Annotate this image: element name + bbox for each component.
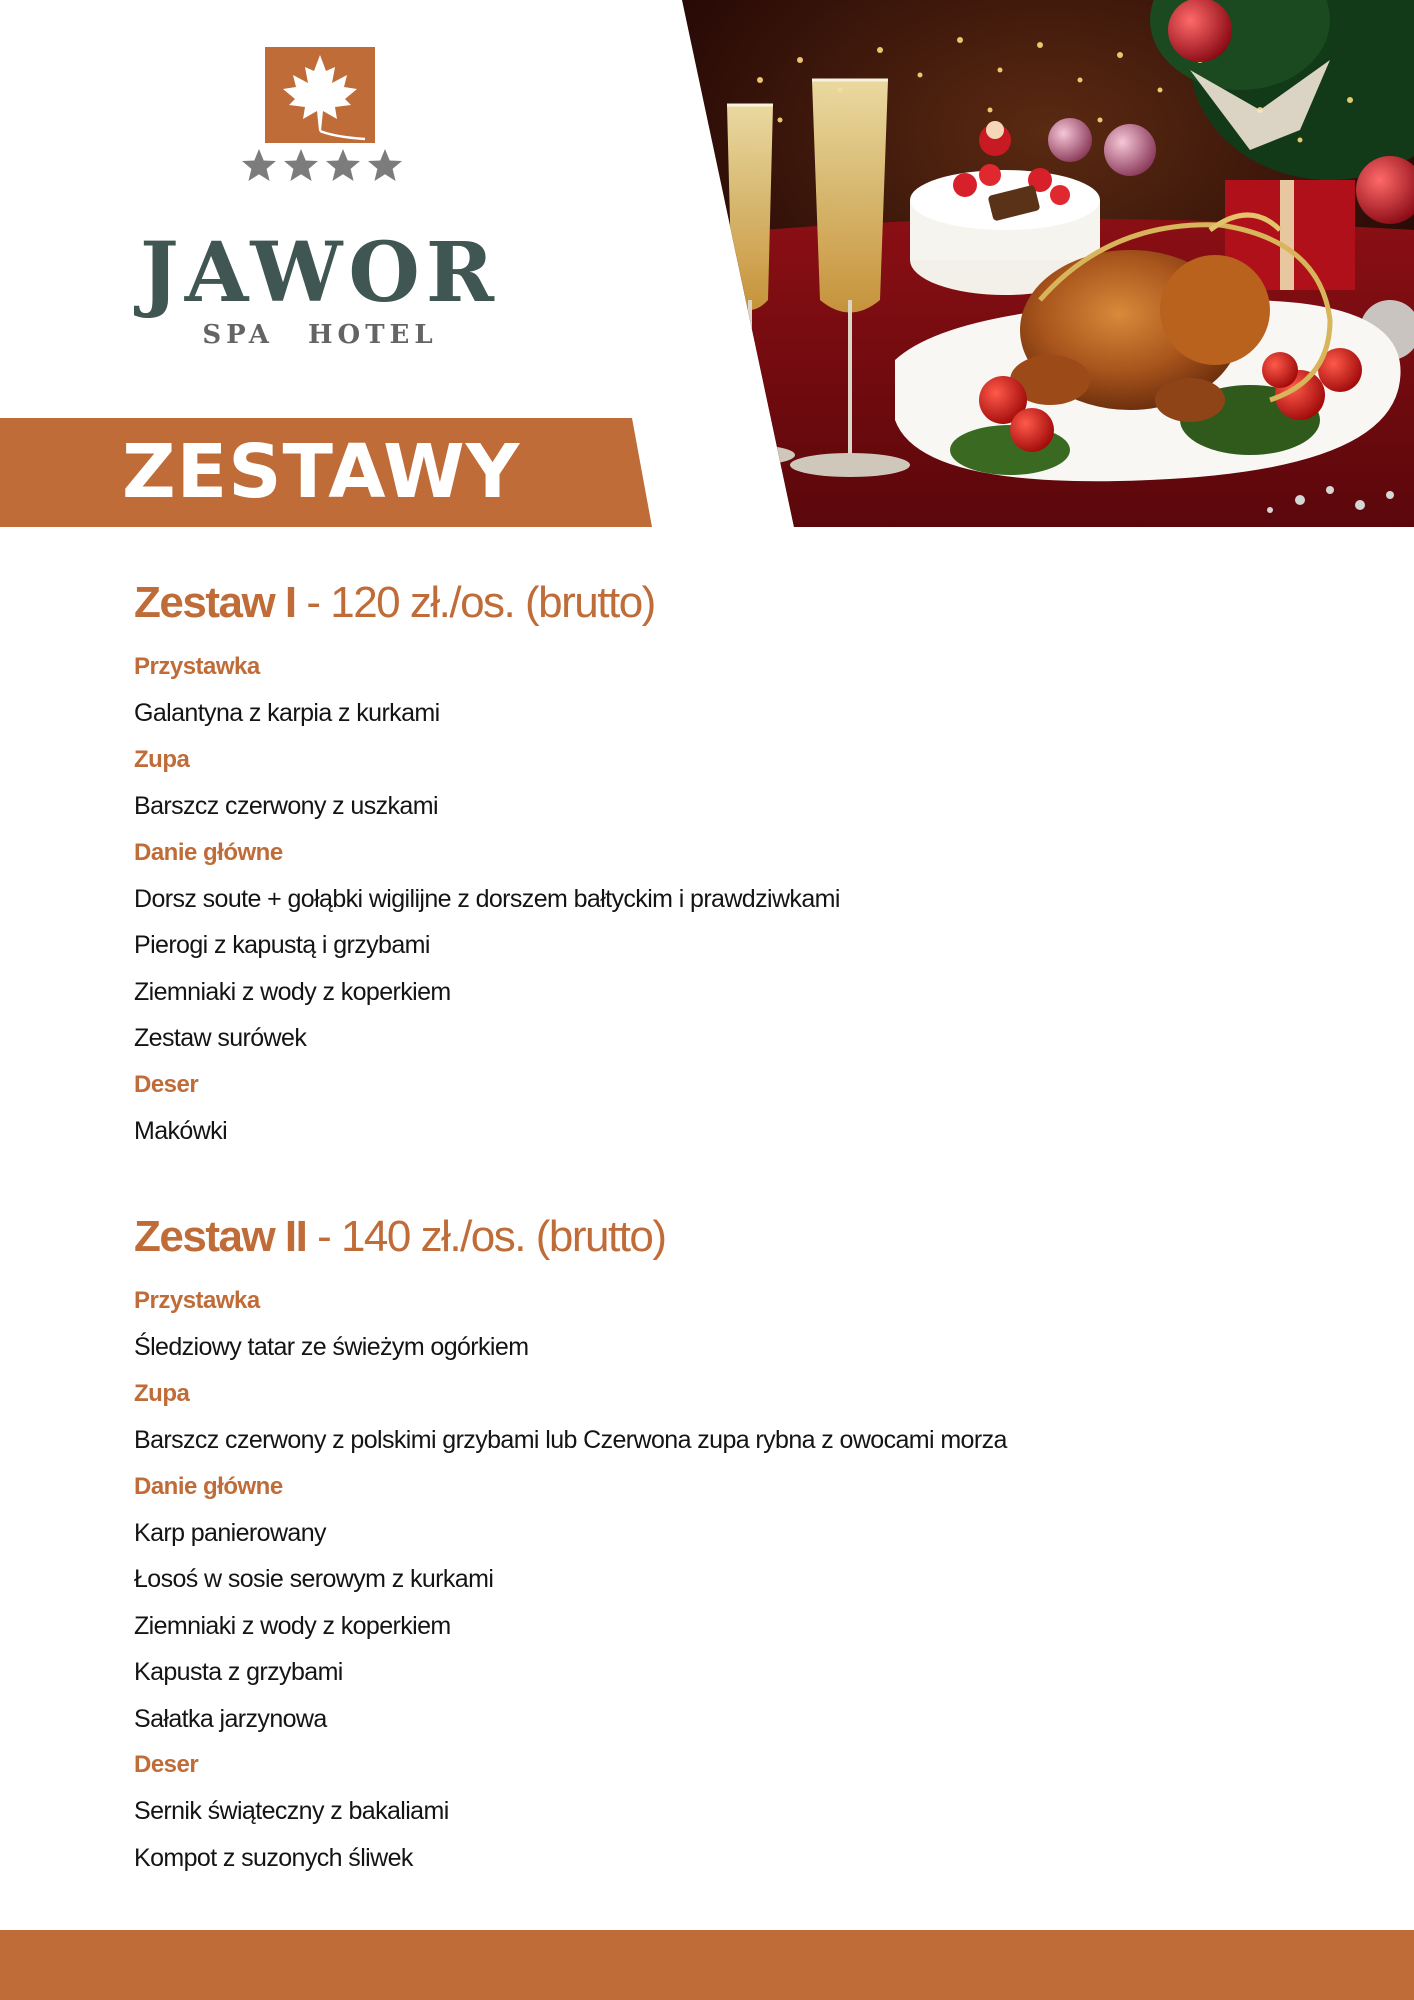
dish-item: Makówki	[134, 1116, 228, 1145]
set-name: Zestaw I	[134, 578, 296, 627]
set-heading	[134, 572, 1284, 634]
course-label-appetizer: Przystawka	[134, 653, 260, 680]
brand-name: JAWOR	[139, 225, 500, 321]
dish-item: Sernik świąteczny z bakaliami	[134, 1797, 449, 1826]
star-icon	[284, 149, 318, 181]
star-icon	[242, 149, 276, 181]
set-price: - 120 zł./os. (brutto)	[295, 578, 655, 627]
dish-item: Kompot z suzonych śliwek	[134, 1843, 413, 1872]
dish-item: Karp panierowany	[134, 1518, 326, 1547]
footer-bar	[0, 1930, 1414, 2000]
set-price: - 140 zł./os. (brutto)	[306, 1212, 666, 1261]
course-label-main: Danie główne	[134, 1472, 283, 1500]
dish-item: Ziemniaki z wody z koperkiem	[134, 977, 451, 1006]
set-name: Zestaw II	[134, 1212, 307, 1261]
dish-item: Barszcz czerwony z polskimi grzybami lub Czerwona zupa rybna z owocami morza	[134, 1426, 1007, 1455]
dish-item: Dorsz soute + gołąbki wigilijne z dorszem bałtyckim i prawdziwkami	[134, 884, 840, 913]
menu-set-2	[134, 1206, 1284, 1881]
set-heading	[134, 1206, 1284, 1268]
course-label-dessert: Deser	[134, 1070, 199, 1098]
dish-item: Galantyna z karpia z kurkami	[134, 699, 440, 728]
course-label-dessert: Deser	[134, 1750, 199, 1778]
dish-item: Ziemniaki z wody z koperkiem	[134, 1611, 451, 1640]
course-label-soup: Zupa	[134, 745, 190, 773]
dish-item: Pierogi z kapustą i grzybami	[134, 931, 430, 960]
dish-item: Zestaw surówek	[134, 1024, 307, 1053]
course-label-soup: Zupa	[134, 1379, 190, 1407]
header	[0, 0, 1414, 527]
logo	[265, 47, 375, 143]
brand-subtitle: SPA HOTEL	[202, 320, 438, 350]
menu-set-1	[134, 572, 1284, 1154]
dish-item: Sałatka jarzynowa	[134, 1704, 327, 1733]
hotel-rating-stars	[240, 145, 404, 185]
course-label-main: Danie główne	[134, 838, 283, 866]
course-label-appetizer: Przystawka	[134, 1287, 260, 1314]
dish-item: Łosoś w sosie serowym z kurkami	[134, 1565, 494, 1594]
banner-title: ZESTAWY	[122, 429, 521, 515]
dish-item: Kapusta z grzybami	[134, 1658, 343, 1687]
star-icon	[326, 149, 360, 181]
star-icon	[368, 149, 402, 181]
dish-item: Barszcz czerwony z uszkami	[134, 792, 438, 821]
maple-leaf-icon	[265, 47, 375, 143]
dish-item: Śledziowy tatar ze świeżym ogórkiem	[134, 1333, 529, 1362]
